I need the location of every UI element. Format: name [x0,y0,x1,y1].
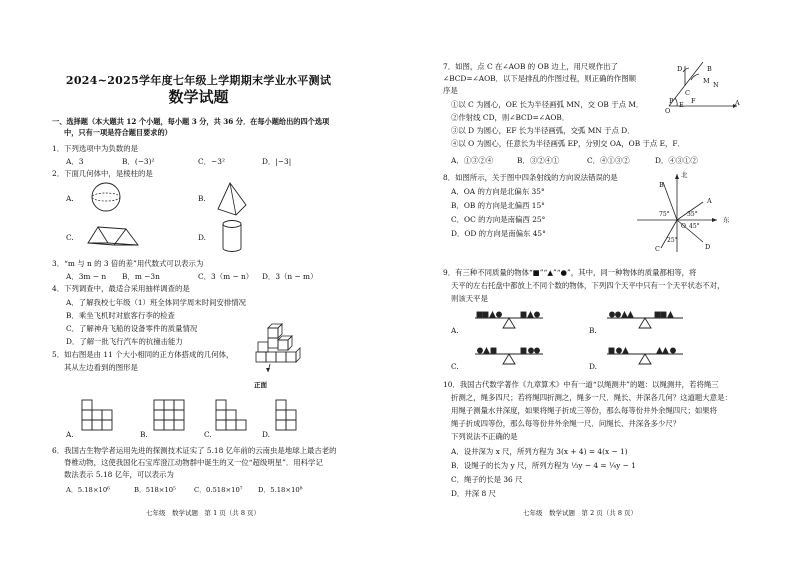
q1-opt-d: D．|−3| [262,157,292,166]
q7-label-c: C [685,89,690,97]
q8-text: 8．如图所示，关于图中四条射线的方向说法错误的是 [443,173,618,182]
pyramid-figure [216,183,250,217]
q10-opt-d: D．井深 8 尺 [451,489,496,498]
q10-opt-b: B．设绳子的长为 y 尺，所列方程为 ⅓y − 4 = ¼y − 1 [451,461,636,470]
q8-opt-d: D．OD 的方向是南偏东 45° [451,229,546,238]
q7-opt-d: D．④③①② [655,156,698,165]
q5-label-c: C. [204,430,212,439]
q7-opt-c: C．④①③② [587,156,630,165]
q7-opt-a: A．①③②④ [451,156,494,165]
page-right [397,0,794,561]
q8-label-east: 东 [723,216,730,224]
q7-label-p: P [669,97,674,105]
q7-text-2: ∠BCD=∠AOB．以下是排乱的作图过程，则正确的作图顺 [443,74,636,83]
q5-text: 5．如右图是由 11 个大小相同的正方体搭成的几何体， [52,350,234,359]
q6-opt-a: A．5.18×10⁶ [66,486,110,494]
balance-b [605,308,685,334]
q8-label-north: 北 [681,171,688,179]
q5-text-2: 其从左边看到的图形是 [64,363,138,372]
q2-label-c: C. [66,233,74,242]
q10-opt-a: A．设井深为 x 尺，所列方程为 3(x + 4) = 4(x − 1) [451,447,628,456]
q3-text: 3．“m 与 n 的 3 倍的差”用代数式可以表示为 [52,259,204,268]
q4-text: 4．下列调查中，最适合采用抽样调查的是 [52,284,190,293]
q3-opt-b: B．m −3n [122,272,160,281]
q8-angle-45: 45° [689,223,700,230]
q5-grid-a [82,400,114,432]
q7-label-o: O [665,107,671,115]
q7-text-3: 序是 [443,86,458,95]
q7-step-4: ④以 O 为圆心，任意长为半径画弧 EP，分别交 OA，OB 于点 E，F． [451,139,685,148]
q3-opt-a: A．3m − n [66,272,107,281]
q5-label-b: B. [140,430,148,439]
footer-left: 七年级 数学试题 第 1 页（共 8 页） [146,509,261,517]
q7-label-d: D [677,65,683,73]
q8-opt-a: A．OA 的方向是北偏东 35° [451,187,545,196]
q4-opt-c: C．了解神舟飞船的设备零件的质量情况 [66,324,198,333]
q5-grid-b [154,400,186,432]
balance-c [473,344,545,370]
q8-label-b: B [659,181,664,189]
q10-opt-c: C．绳子的长是 36 尺 [451,475,523,484]
q1-opt-c: C．−3² [198,157,225,166]
q1-text: 1．下列选项中为负数的是 [52,144,139,153]
q9-text: 9．有三种不同质量的物体“■”“▲”“●”，其中，同一种物体的质量都相等，将 [443,268,697,277]
q7-label-e: E [679,101,684,109]
front-label: 正面 [254,381,267,389]
q9-label-a: A. [451,326,459,335]
q7-step-2: ②作射线 CD，则∠BCD=∠AOB． [451,113,570,122]
q8-angle-35: 35° [687,211,698,218]
q5-grid-c [216,400,248,432]
q1-opt-b: B．(−3)² [122,157,155,166]
q5-label-a: A. [66,430,74,439]
sphere-figure [88,181,128,215]
q8-label-a: A [707,197,712,205]
q9-label-c: C. [451,362,459,371]
q8-angle-75: 75° [659,211,670,218]
q9-label-b: B. [589,326,597,335]
q8-label-o: O [681,223,686,230]
q10-text-5: 下列说法不正确的是 [451,432,518,441]
q7-label-f: F [691,97,696,105]
q4-opt-d: D．了解一批飞行汽车的抗撞击能力 [66,337,183,346]
q6-opt-c: C．0.518×10⁷ [194,486,243,494]
balance-a [473,308,545,334]
q2-text: 2．下面几何体中，是棱柱的是 [52,169,153,178]
q6-text-2: 脊椎动物，这使我国化石宝库澄江动物群中诞生的又一位“超级明星”．用科学记 [64,458,323,467]
section-heading-2: 中，只有一项是符合题目要求的） [64,128,172,137]
q6-text: 6．我国古生物学者运用先进的探测技术证实了 5.18 亿年前的云南虫是地球上最古老的 [52,446,337,455]
q7-label-b: B [707,65,712,73]
prism-figure [86,223,142,249]
q7-opt-b: B．③②④① [517,156,560,165]
q7-label-m: M [703,77,710,85]
q7-construction-figure [663,62,743,112]
q10-text-4: 绳子折成四等份，那么每等份井外余绳一尺．问绳长、井深各多少尺？ [451,419,681,428]
q6-opt-d: D．5.18×10⁸ [258,486,303,494]
q3-opt-c: C．3（m − n） [198,272,254,281]
q6-text-3: 数法表示 5.18 亿年，可以表示为 [64,470,174,479]
q2-label-b: B. [198,194,206,203]
q8-angle-25: 25° [667,237,678,244]
q10-text: 10．我国古代数学著作《九章算术》中有一道“以绳测井”的题：以绳测井，若将绳三 [443,380,719,389]
q5-label-d: D. [262,430,271,439]
q4-opt-b: B．乘坐飞机时对旅客行李的检查 [66,311,175,320]
q2-label-d: D. [198,233,207,242]
q4-opt-a: A．了解我校七年级（1）班全体同学周末时间安排情况 [66,298,247,307]
balance-d [605,344,685,370]
q9-text-3: 则该天平是 [451,294,488,303]
q8-label-d: D [705,243,711,251]
exam-subtitle: 数学试题 [168,88,229,106]
q7-label-a: A [735,99,740,107]
q5-grid-d [276,400,308,432]
footer-right: 七年级 数学试题 第 2 页（共 8 页） [523,509,638,517]
q6-opt-b: B．518×10⁵ [134,486,176,494]
cube-stack-figure [254,322,310,374]
q7-step-3: ③以 D 为圆心，EF 长为半径画弧，交弧 MN 于点 D． [451,126,635,135]
q8-label-c: C [655,245,660,253]
q8-opt-b: B．OB 的方向是北偏西 15° [451,201,545,210]
q7-step-1: ①以 C 为圆心，OE 长为半径画弧 MN，交 OB 于点 M． [451,100,644,109]
q7-label-n: N [713,81,719,89]
q1-opt-a: A．3 [66,157,84,166]
exam-title: 2024~2025学年度七年级上学期期末学业水平测试 [65,74,332,87]
cylinder-figure [222,220,244,254]
q9-text-2: 天平的左右托盘中都放上不同个数的物体，下列四个天平中只有一个天平状态不对， [451,281,725,290]
q10-text-2: 折测之，绳多四尺；若将绳四折测之，绳多一尺．绳长、井深各几何？这道题大意是： [451,393,732,402]
q8-opt-c: C．OC 的方向是南偏西 25° [451,215,546,224]
q2-label-a: A. [66,194,74,203]
q9-label-d: D. [589,362,598,371]
q10-text-3: 用绳子测量水井深度，如果将绳子折成三等份，那么每等份井外余绳四尺；如果将 [451,406,718,415]
section-heading: 一、选择题（本大题共 12 个小题，每小题 3 分，共 36 分．在每小题给出的四个选项 [52,117,330,126]
q7-text: 7．如图，点 C 在∠AOB 的 OB 边上，用尺规作出了 [443,62,618,71]
q3-opt-d: D．3（n − m） [262,272,318,281]
